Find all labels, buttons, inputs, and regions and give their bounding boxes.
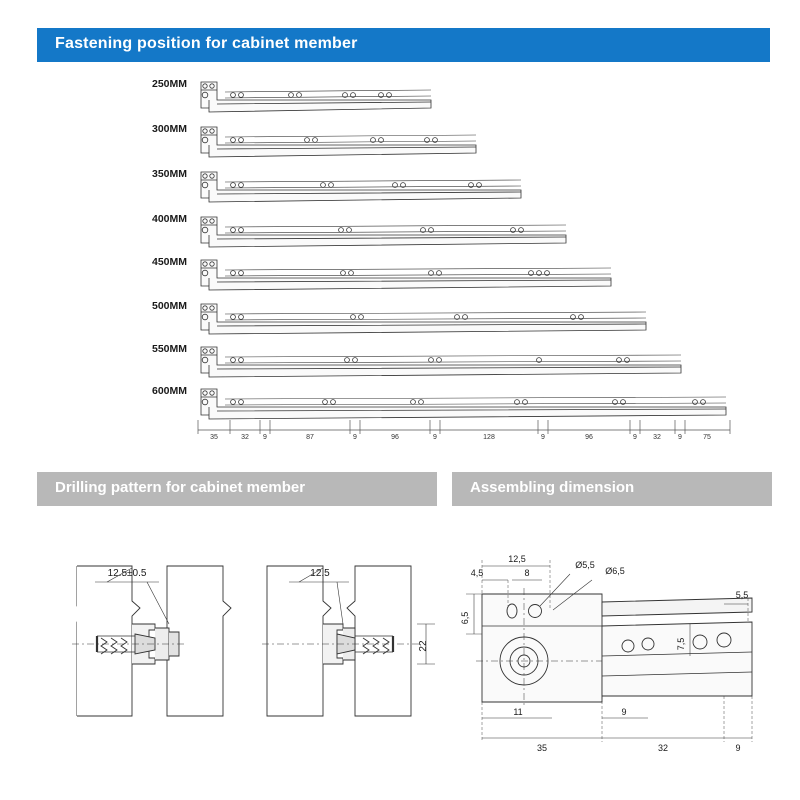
drilling-pattern-drawing	[37, 506, 437, 766]
dim-32b: 32	[653, 434, 661, 441]
slide-drawing-250	[195, 78, 435, 114]
slide-drawing-450	[195, 256, 615, 292]
dim-bottom-9b: 9	[735, 743, 741, 753]
dim-bottom-9a: 9	[621, 707, 627, 717]
dim-top-width: 12,5	[508, 554, 526, 564]
right-dimension-label: 12.5	[310, 568, 330, 579]
slide-drawing-550	[195, 343, 685, 379]
slide-size-label: 400MM	[151, 213, 187, 225]
slide-size-label: 300MM	[151, 123, 187, 135]
assembling-dimension-drawing	[452, 506, 772, 766]
dim-9a: 9	[263, 434, 267, 441]
drilling-header-bar	[37, 472, 437, 506]
left-dimension-label: 12.5±0.5	[107, 568, 147, 579]
slide-drawing-300	[195, 123, 480, 159]
dim-87: 87	[306, 434, 314, 441]
dim-35: 35	[210, 434, 218, 441]
slide-drawing-400	[195, 213, 570, 249]
dim-9d: 9	[541, 434, 545, 441]
dim-96b: 96	[585, 434, 593, 441]
dim-edge: 4,5	[470, 568, 484, 578]
header-accent	[30, 28, 37, 62]
section-drilling-pattern	[37, 472, 437, 772]
dim-hole-spacing: 8	[524, 568, 530, 578]
dim-hole-d2: Ø6,5	[605, 566, 625, 576]
dim-9b: 9	[353, 434, 357, 441]
dim-hole-d1: Ø5,5	[575, 560, 595, 570]
slide-drawing-350	[195, 168, 525, 204]
dim-9e: 9	[633, 434, 637, 441]
fastening-header-bar	[30, 28, 770, 62]
slide-drawing-500	[195, 300, 650, 336]
dim-right-edge: 5,5	[735, 590, 749, 600]
dim-9f: 9	[678, 434, 682, 441]
dimension-chain	[30, 420, 770, 448]
slide-size-label: 500MM	[151, 300, 187, 312]
slide-size-label: 250MM	[151, 78, 187, 90]
dim-96a: 96	[391, 434, 399, 441]
slide-drawing-600	[195, 385, 730, 421]
dim-bottom-11: 11	[513, 707, 523, 717]
slide-size-label: 350MM	[151, 168, 187, 180]
assembling-header-bar	[452, 472, 772, 506]
section-fastening-position	[30, 28, 770, 448]
slide-size-label: 550MM	[151, 343, 187, 355]
dim-9c: 9	[433, 434, 437, 441]
slide-size-label: 600MM	[151, 385, 187, 397]
dim-bottom-32: 32	[657, 743, 669, 753]
dim-75: 75	[703, 434, 711, 441]
section-assembling-dimension	[452, 472, 772, 772]
dim-bottom-35: 35	[536, 743, 548, 753]
header-accent	[30, 472, 37, 506]
assembling-header-title: Assembling dimension	[470, 479, 635, 496]
dim-left-height: 6,5	[460, 611, 470, 625]
dim-128: 128	[483, 434, 495, 441]
fastening-header-title: Fastening position for cabinet member	[55, 35, 358, 52]
drilling-header-title: Drilling pattern for cabinet member	[55, 479, 306, 496]
header-accent	[445, 472, 452, 506]
height-dimension-label: 22	[418, 640, 429, 652]
slide-size-label: 450MM	[151, 256, 187, 268]
dim-32: 32	[241, 434, 249, 441]
dim-right-height: 7,5	[676, 637, 686, 651]
